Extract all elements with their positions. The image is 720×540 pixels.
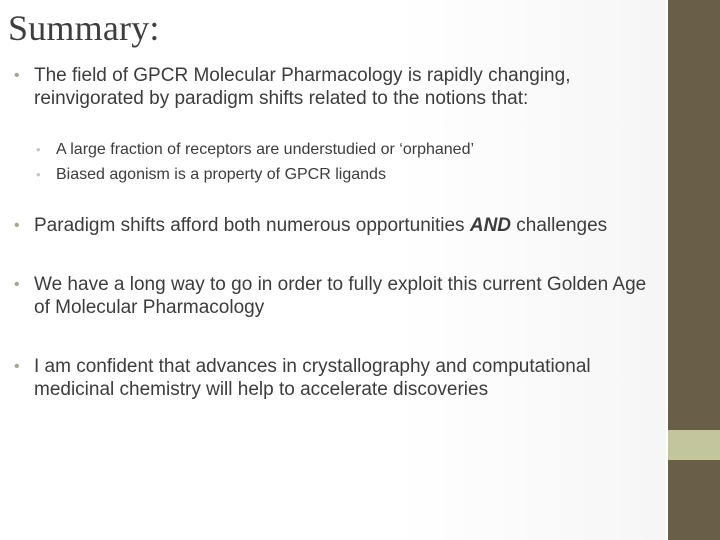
decorative-side-bar <box>666 0 720 540</box>
bullet-text-start: Paradigm shifts afford both numerous opportunities <box>34 215 470 236</box>
sub-bullet-text: Biased agonism is a property of GPCR ligands <box>56 166 386 183</box>
slide-title: Summary: <box>8 8 160 48</box>
bullet-item <box>12 214 662 237</box>
bullet-item <box>12 64 662 110</box>
sub-bullet-marker-icon: • <box>36 142 41 157</box>
sub-bullet-marker-icon: • <box>36 167 41 182</box>
bullet-marker-icon: • <box>14 358 20 375</box>
side-bar-bottom-block <box>666 460 720 540</box>
bullet-item <box>12 355 662 401</box>
side-bar-accent-block <box>666 430 720 460</box>
sub-bullet-text: A large fraction of receptors are understudied or ‘orphaned’ <box>56 141 475 158</box>
bullet-text: We have a long way to go in order to fully exploit this current Golden Age of Molecular Pharmacology <box>34 274 647 318</box>
side-bar-top-block <box>666 0 720 430</box>
bullet-text: The field of GPCR Molecular Pharmacology is rapidly changing, reinvigorated by paradigm shifts related to the notions that: <box>34 65 571 109</box>
bullet-text-emphasis: AND <box>469 215 512 236</box>
side-bar-divider <box>666 0 668 540</box>
bullet-list <box>12 64 662 401</box>
sub-bullet-item <box>12 162 662 187</box>
bullet-item <box>12 273 662 319</box>
bullet-marker-icon: • <box>14 217 20 234</box>
bullet-text: I am confident that advances in crystallography and computational medicinal chemistry will help to accelerate discoveries <box>34 356 591 400</box>
bullet-marker-icon: • <box>14 276 20 293</box>
bullet-text-end: challenges <box>511 215 608 236</box>
sub-bullet-list <box>12 137 662 187</box>
sub-bullet-item <box>12 137 662 162</box>
bullet-marker-icon: • <box>14 67 20 84</box>
